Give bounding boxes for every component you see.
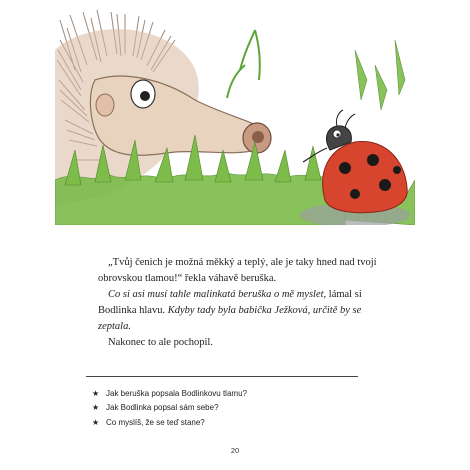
divider-line [86, 376, 358, 377]
italic-thought-grandma: Kdyby tady byla babička Ježková, určitě by se zeptala. [98, 305, 362, 332]
star-icon: ★ [92, 417, 100, 427]
questions-list [92, 386, 372, 430]
star-icon: ★ [92, 388, 100, 398]
story-narration: , lámal si Bodlinka hlavu. [98, 289, 362, 316]
question-text: Jak Bodlinka popsal sám sebe? [106, 403, 219, 413]
italic-thought: Co si asi musí tahle malinkatá beruška o mě myslet [108, 289, 324, 300]
hedgehog-ear [96, 94, 114, 116]
story-paragraph-thought [98, 287, 378, 335]
question-text: Jak beruška popsala Bodlinkovu tlamu? [106, 388, 247, 398]
question-item [92, 401, 372, 416]
story-text [98, 255, 378, 351]
story-paragraph-conclusion: Nakonec to ale pochopil. [108, 337, 213, 348]
question-item [92, 386, 372, 401]
question-text: Co myslíš, že se teď stane? [106, 417, 205, 427]
hedgehog-pupil [140, 91, 150, 101]
hedgehog-and-ladybug-illustration [55, 10, 415, 225]
story-paragraph-dialogue: „Tvůj čenich je možná měkký a teplý, ale je taky hned nad tvojí obrovskou tlamou!“ řekla váhavě beruška. [98, 257, 377, 284]
star-icon: ★ [92, 403, 100, 413]
page-number: 20 [230, 446, 240, 455]
question-item [92, 415, 372, 430]
hedgehog-nostril [252, 131, 264, 143]
